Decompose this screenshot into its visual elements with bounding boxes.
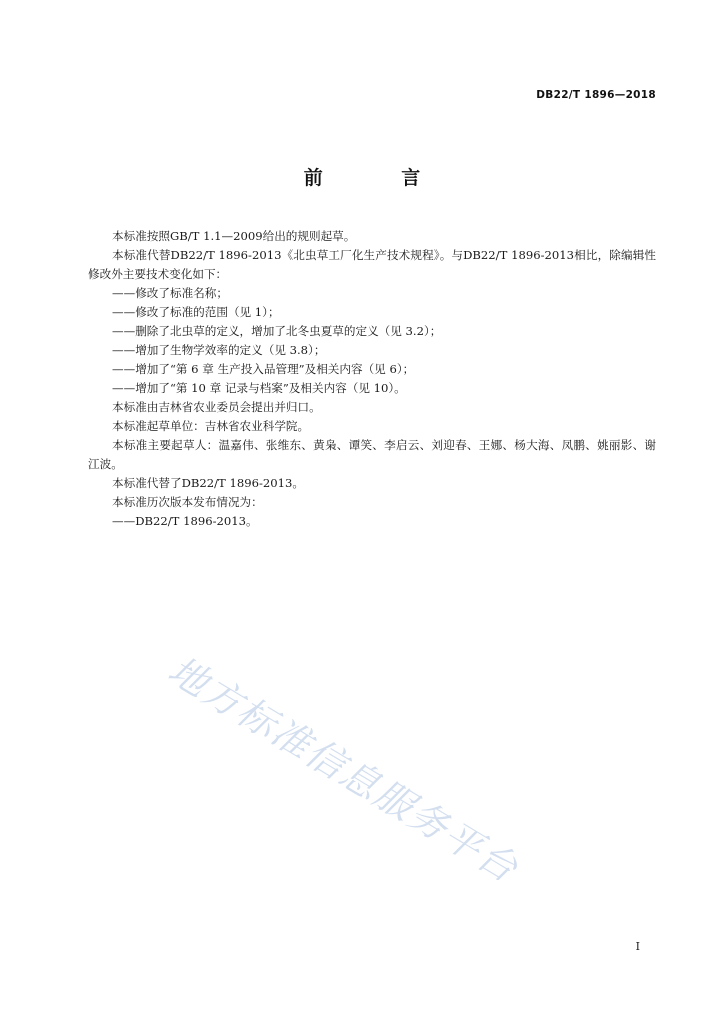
paragraph-history-intro: 本标准历次版本发布情况为： (112, 495, 263, 509)
change-item-name: ——修改了标准名称； (112, 286, 228, 300)
standard-code-header: DB22/T 1896—2018 (536, 89, 656, 101)
paragraph-replaces: 本标准代替了DB22/T 1896-2013。 (112, 476, 304, 490)
paragraph-replacement-note: 本标准代替DB22/T 1896-2013《北虫草工厂化生产技术规程》。与DB22/T 1896-2013相比，除编辑性修改外主要技术变化如下： (88, 248, 656, 281)
change-item-chapter-10: ——增加了“第 10 章 记录与档案”及相关内容（见 10）。 (112, 381, 406, 395)
paragraph-drafting-unit: 本标准起草单位：吉林省农业科学院。 (112, 419, 310, 433)
history-item-2013: ——DB22/T 1896-2013。 (112, 514, 258, 528)
paragraph-drafters: 本标准主要起草人：温嘉伟、张维东、黄枭、谭笑、李启云、刘迎春、王娜、杨大海、凤鹏、姚丽影、谢江波。 (88, 438, 656, 471)
foreword-body (88, 227, 656, 531)
watermark: 地方标准信息服务平台 (160, 647, 527, 892)
paragraph-proposer: 本标准由吉林省农业委员会提出并归口。 (112, 400, 321, 414)
change-item-chapter-6: ——增加了“第 6 章 生产投入品管理”及相关内容（见 6）； (112, 362, 415, 376)
change-item-definition: ——删除了北虫草的定义，增加了北冬虫夏草的定义（见 3.2）； (112, 324, 442, 338)
page-number: I (635, 940, 640, 953)
page-title: 前 言 (303, 167, 457, 189)
change-item-scope: ——修改了标准的范围（见 1）； (112, 305, 280, 319)
paragraph-drafting-rules: 本标准按照GB/T 1.1—2009给出的规则起草。 (112, 229, 356, 243)
change-item-biological-efficiency: ——增加了生物学效率的定义（见 3.8）； (112, 343, 326, 357)
